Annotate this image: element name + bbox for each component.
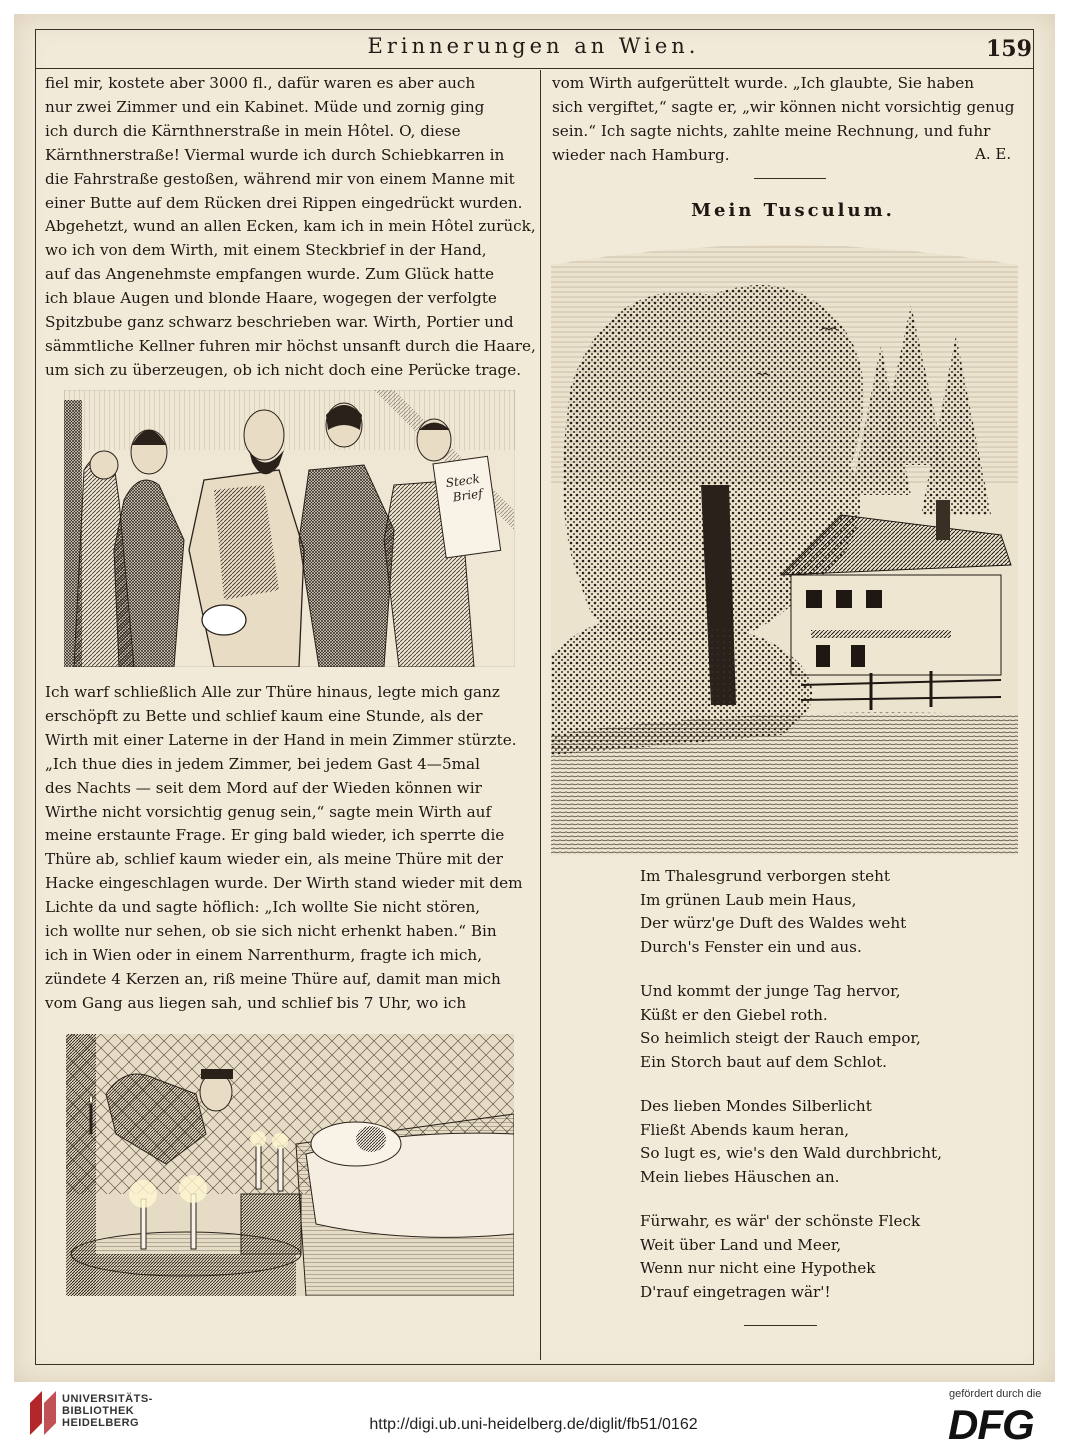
poem-stanza [640,865,1020,959]
poem-stanza [640,980,1020,1074]
poem-line: Ein Storch baut auf dem Schlot. [640,1052,887,1071]
poem-line: Wenn nur nicht eine Hypothek [640,1259,876,1277]
poem-line: Küßt er den Giebel roth. [640,1005,828,1024]
text-line: ich durch die Kärnthnerstraße in mein Hôtel. O, diese [45,121,461,140]
poem-line: Weit über Land und Meer, [640,1235,842,1254]
text-line: wo ich von dem Wirth, mit einem Steckbrief in der Hand, [45,241,487,260]
text-line: Hacke eingeschlagen wurde. Der Wirth stand wieder mit dem [45,874,523,893]
poem-line: Des lieben Mondes Silberlicht [640,1097,872,1115]
text-line: vom Gang aus liegen sah, und schlief bis 7 Uhr, wo ich [45,993,467,1012]
text-line: Wirthe nicht vorsichtig genug sein,“ sagte mein Wirth auf [45,802,492,821]
text-line: sämmtliche Kellner fuhren mir höchst unsanft durch die Haare, [45,336,536,355]
text-line: meine erstaunte Frage. Er ging bald wieder, ich sperrte die [45,826,505,845]
engraving-hotel-staff-checking-hair [64,390,515,667]
poem-title: Mein Tusculum. [691,200,895,221]
text-line: Ich warf schließlich Alle zur Thüre hinaus, legte mich ganz [45,683,500,701]
section-rule [754,178,826,179]
text-line: ich wollte nur sehen, ob sie sich nicht erhenkt haben.“ Bin [45,922,497,941]
text-line: sich vergiftet,“ sagte er, „wir können nicht vorsichtig genug [552,97,1015,116]
poem-line: Mein liebes Häuschen an. [640,1167,840,1186]
text-line: auf das Angenehmste empfangen wurde. Zum Glück hatte [45,265,495,284]
library-name-line: BIBLIOTHEK [62,1405,135,1417]
engraving-innkeeper-with-candle [66,1034,514,1296]
text-line: einer Butte auf dem Rücken drei Rippen eingedrückt wurden. [45,193,523,212]
text-line: um sich zu überzeugen, ob ich nicht doch eine Perücke trage. [45,360,522,379]
text-line: vom Wirth aufgerüttelt wurde. „Ich glaubte, Sie haben [552,74,974,92]
poem-line: Der würz'ge Duft des Waldes weht [640,914,907,932]
dfg-logo[interactable]: DFG [948,1401,1034,1448]
engraving-cottage-in-forest [551,235,1018,855]
poem-line: Fließt Abends kaum heran, [640,1120,850,1139]
text-line: Lichte da und sagte höflich: „Ich wollte Sie nicht stören, [45,898,481,917]
text-line: „Ich thue dies in jedem Zimmer, bei jedem Gast 4—5mal [45,754,480,773]
left-column-text-top [45,72,536,383]
poem-line: Durch's Fenster ein und aus. [640,937,862,956]
column-divider [540,70,541,1360]
header-rule [35,68,1033,69]
text-line: nur zwei Zimmer und ein Kabinet. Müde und zornig ging [45,97,485,116]
steckbrief-sign-line: Steck [444,471,481,491]
poem-line: So heimlich steigt der Rauch empor, [640,1029,921,1047]
text-line: Kärnthnerstraße! Viermal wurde ich durch Schiebkarren in [45,145,505,164]
text-line: wieder nach Hamburg. [552,145,730,164]
funder-caption: gefördert durch die [949,1388,1042,1400]
end-rule [744,1325,817,1326]
poem-line: Und kommt der junge Tag hervor, [640,982,901,1000]
running-head: Erinnerungen an Wien. [367,34,700,58]
text-line: Abgehetzt, wund an allen Ecken, kam ich in mein Hôtel zurück, [45,217,536,236]
author-signature: A. E. [975,145,1012,163]
library-name-line: HEIDELBERG [62,1417,140,1429]
poem-body [640,865,1020,1325]
left-column-text-middle [45,681,525,1016]
text-line: Wirth mit einer Laterne in der Hand in mein Zimmer stürzte. [45,730,517,749]
poem-line: So lugt es, wie's den Wald durchbricht, [640,1144,942,1162]
poem-stanza [640,1210,1020,1304]
page-number: 159 [986,36,1032,62]
text-line: fiel mir, kostete aber 3000 fl., dafür waren es aber auch [45,74,476,92]
permalink-url[interactable]: http://digi.ub.uni-heidelberg.de/diglit/fb51/0162 [369,1416,698,1433]
poem-stanza [640,1095,1020,1189]
text-line: ich blaue Augen und blonde Haare, wogegen der verfolgte [45,289,497,308]
text-line: zündete 4 Kerzen an, riß meine Thüre auf, damit man mich [45,969,501,988]
text-line: ich in Wien oder in einem Narrenthurm, fragte ich mich, [45,945,483,964]
poem-line: D'rauf eingetragen wär'! [640,1282,831,1301]
text-line: sein.“ Ich sagte nichts, zahlte meine Rechnung, und fuhr [552,121,991,140]
poem-line: Im grünen Laub mein Haus, [640,890,857,909]
text-line: die Fahrstraße gestoßen, während mir von einem Manne mit [45,169,515,188]
steckbrief-sign-line: Brief [451,486,484,505]
text-line: Thüre ab, schlief kaum wieder ein, als meine Thüre mit der [45,850,503,869]
right-column-text-top [552,72,1032,168]
poem-line: Im Thalesgrund verborgen steht [640,867,890,885]
text-line: erschöpft zu Bette und schlief kaum eine Stunde, als der [45,706,483,725]
poem-line: Fürwahr, es wär' der schönste Fleck [640,1212,921,1230]
text-line: Spitzbube ganz schwarz beschrieben war. Wirth, Portier und [45,313,514,332]
library-name-line: UNIVERSITÄTS- [62,1393,153,1405]
text-line: des Nachts — seit dem Mord auf der Wieden können wir [45,778,482,797]
